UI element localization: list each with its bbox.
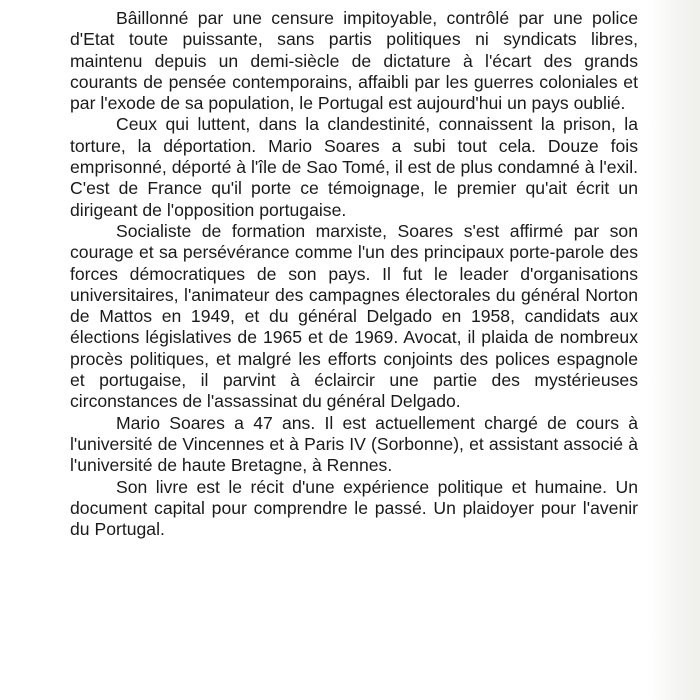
paragraph-intro: Bâillonné par une censure impitoyable, contrôlé par une police d'Etat toute puissante, sans partis politiques ni syndicats libres, maintenu depuis un demi-siècle de dictature à l'écart des grands courants de pensée contemporains, affaibli par les guerres coloniales et par l'exode de sa population, le Portugal est aujourd'hui un pays oublié. — [70, 8, 638, 114]
page-edge-shadow — [648, 0, 700, 700]
paragraph-biography: Socialiste de formation marxiste, Soares s'est affirmé par son courage et sa persévérance comme l'un des principaux porte-parole des forces démocratiques de son pays. Il fut le leader d'organisations universitaires, l'animateur des campagnes électorales du général Norton de Mattos en 1949, et du général Delgado en 1958, candidats aux élections législatives de 1965 et de 1969. Avocat, il plaida de nombreux procès politiques, et malgré les efforts conjoints des polices espagnole et portugaise, il parvint à éclaircir une partie des mystérieuses circonstances de l'assassinat du général Delgado. — [70, 220, 638, 412]
cover-text-block — [70, 8, 638, 540]
paragraph-conclusion: Son livre est le récit d'une expérience politique et humaine. Un document capital pour comprendre le passé. Un plaidoyer pour l'avenir du Portugal. — [70, 476, 638, 540]
paragraph-current-position: Mario Soares a 47 ans. Il est actuellement chargé de cours à l'université de Vincennes et à Paris IV (Sorbonne), et assistant associé à l'université de haute Bretagne, à Rennes. — [70, 412, 638, 476]
paragraph-repression: Ceux qui luttent, dans la clandestinité, connaissent la prison, la torture, la déportation. Mario Soares a subi tout cela. Douze fois emprisonné, déporté à l'île de Sao Tomé, il est de plus condamné à l'exil. C'est de France qu'il porte ce témoignage, le premier qu'ait écrit un dirigeant de l'opposition portugaise. — [70, 114, 638, 220]
